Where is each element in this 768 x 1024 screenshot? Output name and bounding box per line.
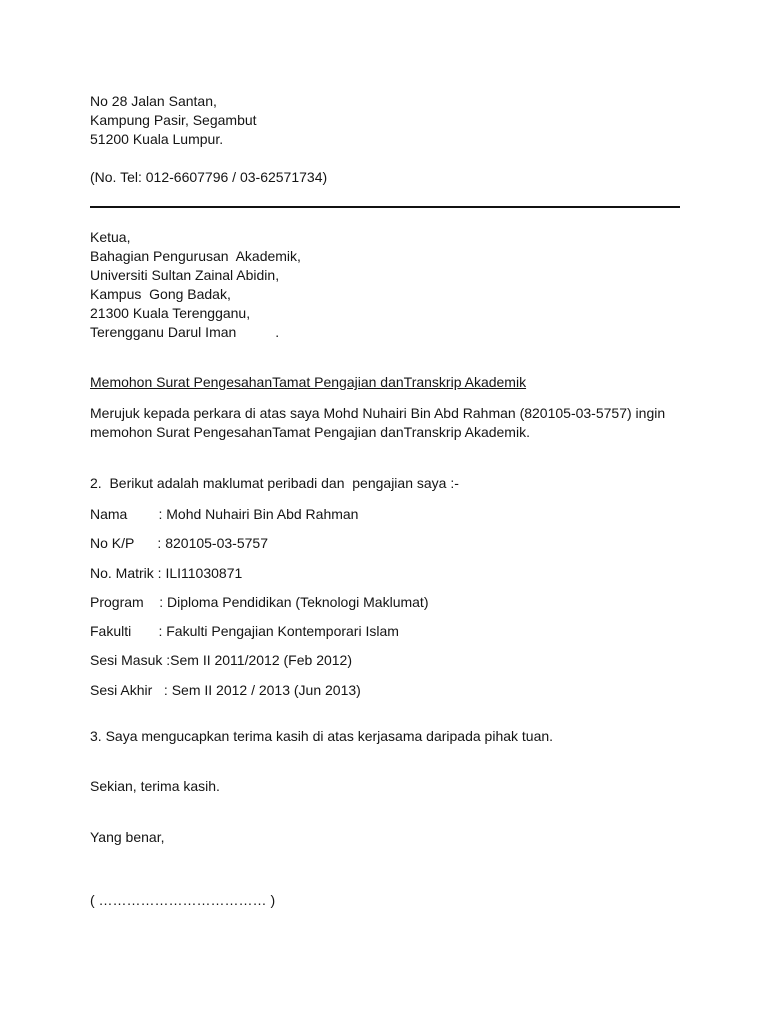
letter-subject: Memohon Surat PengesahanTamat Pengajian danTranskrip Akademik [90, 374, 527, 390]
intro-paragraph-line-2: memohon Surat PengesahanTamat Pengajian danTranskrip Akademik. [90, 424, 530, 440]
paragraph-3: 3. Saya mengucapkan terima kasih di atas kerjasama daripada pihak tuan. [90, 728, 554, 744]
paragraph-2: 2. Berikut adalah maklumat peribadi dan pengajian saya :- [90, 475, 459, 491]
detail-program: Program : Diploma Pendidikan (Teknologi Maklumat) [90, 594, 429, 610]
recipient-line-2: Bahagian Pengurusan Akademik, [90, 248, 301, 264]
signature-placeholder: ( ……………………………… ) [90, 892, 276, 908]
detail-no-kp: No K/P : 820105-03-5757 [90, 535, 268, 551]
sender-address-line-3: 51200 Kuala Lumpur. [90, 131, 224, 147]
detail-no-matrik: No. Matrik : ILI11030871 [90, 565, 243, 581]
closing-line-1: Sekian, terima kasih. [90, 778, 220, 794]
detail-sesi-masuk: Sesi Masuk :Sem II 2011/2012 (Feb 2012) [90, 652, 352, 668]
recipient-line-6: Terengganu Darul Iman . [90, 324, 280, 340]
header-divider [90, 206, 680, 208]
detail-sesi-akhir: Sesi Akhir : Sem II 2012 / 2013 (Jun 2013) [90, 682, 361, 698]
recipient-line-3: Universiti Sultan Zainal Abidin, [90, 267, 280, 283]
recipient-line-4: Kampus Gong Badak, [90, 286, 231, 302]
intro-paragraph-line-1: Merujuk kepada perkara di atas saya Mohd Nuhairi Bin Abd Rahman (820105-03-5757) ingin [90, 405, 666, 421]
sender-address-line-1: No 28 Jalan Santan, [90, 93, 217, 109]
recipient-line-1: Ketua, [90, 229, 131, 245]
closing-line-2: Yang benar, [90, 829, 165, 845]
detail-nama: Nama : Mohd Nuhairi Bin Abd Rahman [90, 506, 359, 522]
sender-telephone: (No. Tel: 012-6607796 / 03-62571734) [90, 169, 328, 185]
detail-fakulti: Fakulti : Fakulti Pengajian Kontemporari Islam [90, 623, 399, 639]
sender-address-line-2: Kampung Pasir, Segambut [90, 112, 257, 128]
recipient-line-5: 21300 Kuala Terengganu, [90, 305, 251, 321]
